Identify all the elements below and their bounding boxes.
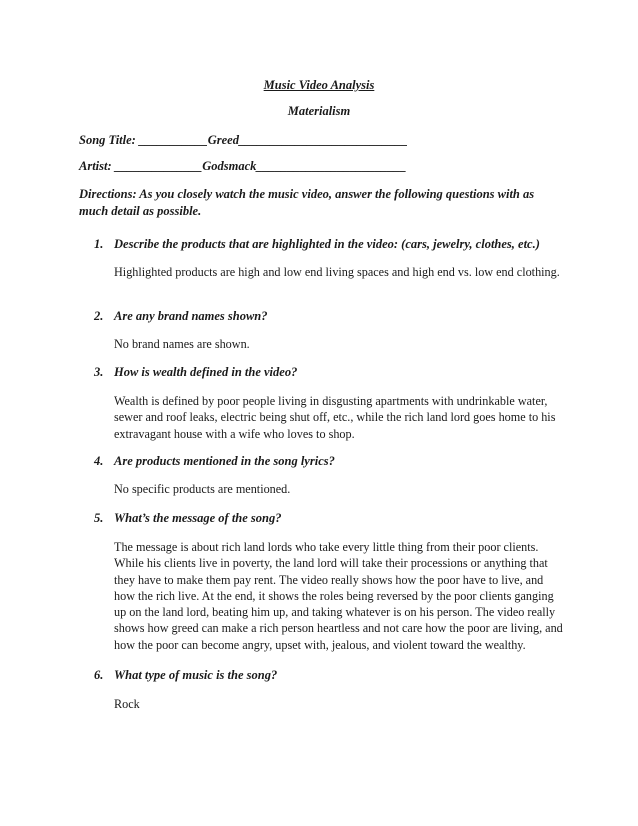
question-2: [94, 309, 268, 324]
answer-6: Rock: [114, 697, 140, 711]
question-number: 1.: [94, 237, 104, 251]
directions-text: Directions: As you closely watch the music video, answer the following questions with as much detail as possible.: [79, 187, 535, 218]
document-subtitle: Materialism: [287, 104, 351, 118]
answer-4: No specific products are mentioned.: [114, 482, 291, 496]
song-title-line: Song Title: ___________Greed___________________________: [79, 133, 408, 147]
question-5: [94, 511, 282, 526]
question-text: Are any brand names shown?: [114, 309, 268, 323]
question-text: Are products mentioned in the song lyrics?: [114, 454, 335, 468]
question-4: [94, 454, 335, 469]
document-title: Music Video Analysis: [263, 78, 375, 92]
question-number: 2.: [94, 309, 104, 323]
question-text: What’s the message of the song?: [114, 511, 282, 525]
question-3: [94, 365, 297, 380]
question-6: [94, 668, 277, 683]
question-number: 4.: [94, 454, 104, 468]
question-number: 6.: [94, 668, 104, 682]
question-1: [94, 237, 540, 252]
answer-5: The message is about rich land lords who take every little thing from their poor clients. While his clients live in poverty, the land lord will take their processions or anything that they have to make them pay rent. The video really shows how the poor have to live, and how the rich live. At the end, it shows the roles being reversed by the poor clients ganging up on the land lord, beating him up, and taking whatever is on his person. The video really shows how greed can make a rich person heartless and not care how the poor are living, and how the poor can become angry, upset with, jealous, and violent toward the wealthy.: [114, 540, 563, 652]
question-number: 5.: [94, 511, 104, 525]
question-text: What type of music is the song?: [114, 668, 278, 682]
answer-3: Wealth is defined by poor people living in disgusting apartments with undrinkable water, sewer and roof leaks, electric being shut off, etc., while the rich land lord goes home to his extravagant house with a wife who loves to shop.: [114, 394, 556, 441]
question-text: How is wealth defined in the video?: [114, 365, 298, 379]
artist-line: Artist: ______________Godsmack________________________: [79, 159, 407, 173]
question-number: 3.: [94, 365, 104, 379]
question-text: Describe the products that are highlighted in the video: (cars, jewelry, clothes, etc.): [114, 237, 540, 251]
answer-1: Highlighted products are high and low end living spaces and high end vs. low end clothing.: [114, 265, 560, 279]
answer-2: No brand names are shown.: [114, 337, 250, 351]
